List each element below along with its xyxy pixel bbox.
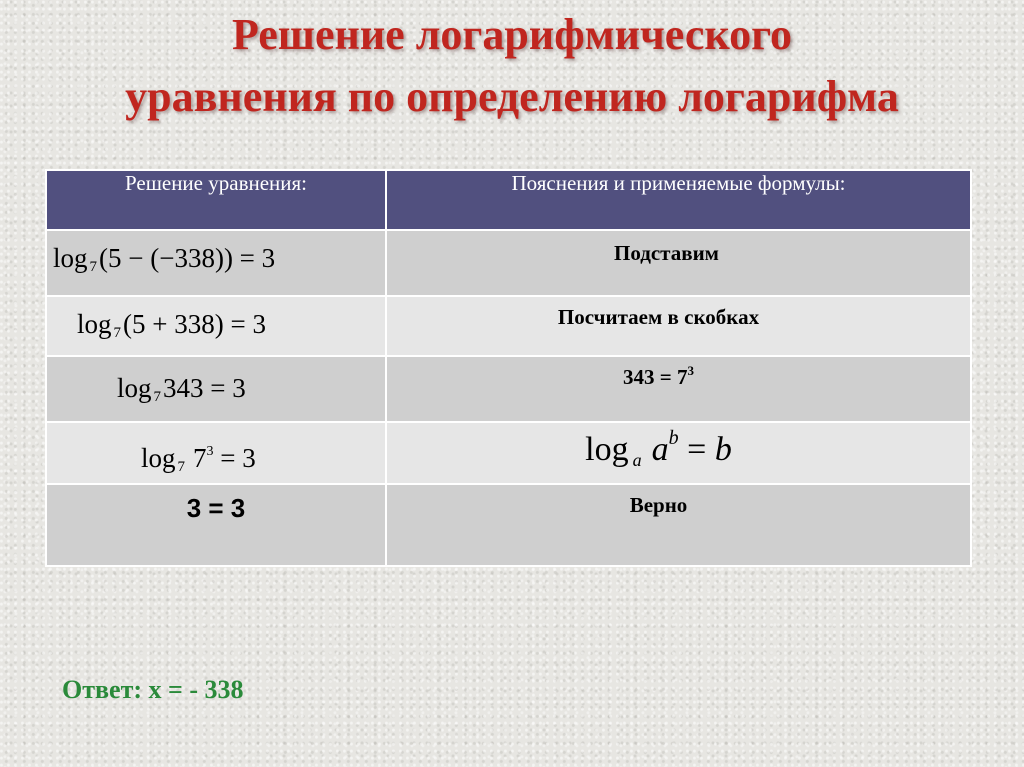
header-explanations: Пояснения и применяемые формулы: — [386, 170, 971, 230]
explanation-text: Посчитаем в скобках — [557, 305, 760, 329]
table-row — [46, 422, 971, 484]
equation-step-3: log $_7$343 = 3 — [117, 373, 246, 405]
log-definition-formula: log $_a$ $a^b = b$ — [585, 427, 732, 470]
header-solution: Решение уравнения: — [46, 170, 386, 230]
explanation-cell — [386, 422, 971, 484]
result-equation: 3 = 3 — [186, 493, 246, 523]
solution-cell — [46, 484, 386, 566]
equation-step-4: log $_7$ $7^3 = 3$ — [141, 443, 256, 475]
explanation-text: Подставим — [614, 241, 719, 265]
explanation-cell — [386, 230, 971, 296]
equation-step-2: log $_7$(5 + 338) = 3 — [77, 309, 266, 341]
solution-table — [45, 169, 972, 567]
explanation-text: $343 = 7^3$ — [623, 363, 694, 389]
solution-cell — [46, 296, 386, 356]
table-row — [46, 296, 971, 356]
table-row — [46, 484, 971, 566]
table-header-row — [46, 170, 971, 230]
solution-cell — [46, 230, 386, 296]
explanation-text: Верно — [629, 493, 688, 517]
table-row — [46, 356, 971, 422]
title-line-1: Решение логарифмического — [231, 10, 793, 59]
title-line-2: уравнения по определению логарифма — [125, 72, 899, 121]
explanation-cell — [386, 484, 971, 566]
explanation-cell — [386, 356, 971, 422]
slide-title — [0, 4, 1024, 128]
explanation-cell — [386, 296, 971, 356]
solution-cell — [46, 422, 386, 484]
solution-cell — [46, 356, 386, 422]
table-row — [46, 230, 971, 296]
equation-step-1: log $_7$(5 − (−338)) = 3 — [53, 243, 276, 275]
answer-text: Ответ: x = - 338 — [62, 675, 244, 704]
